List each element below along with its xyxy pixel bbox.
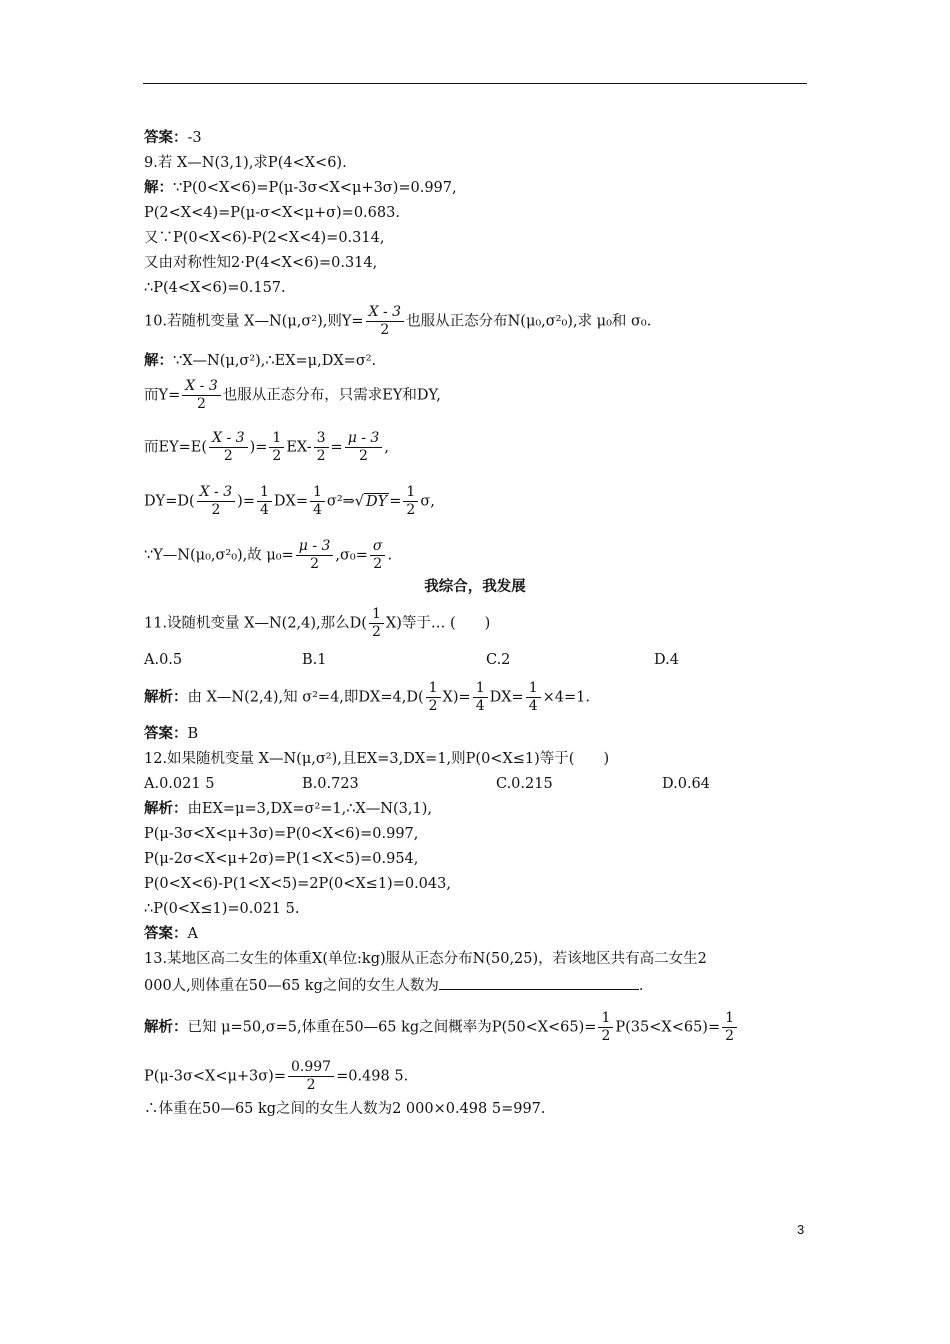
text: 也服从正态分布，只需求EY和DY, <box>222 387 441 404</box>
text: σ²⇒ <box>326 493 355 510</box>
text: 由 X—N(2,4),知 σ²=4,即DX=4,D( <box>187 689 424 706</box>
fraction <box>182 378 221 413</box>
text: = <box>330 439 343 456</box>
q10-stem-b: 也服从正态分布N(μ₀,σ²₀),求 μ₀和 σ₀. <box>406 313 652 330</box>
text: ∵Y—N(μ₀,σ²₀),故 μ₀= <box>144 547 294 564</box>
denominator: 2 <box>371 624 381 640</box>
q12-option-b: B.0.723 <box>302 776 359 792</box>
text: P(μ-3σ<X<μ+3σ)= <box>144 1068 286 1085</box>
q10-solution-line-4 <box>144 484 435 519</box>
q9-solution-line-2: P(2<X<4)=P(μ-σ<X<μ+σ)=0.683. <box>144 205 400 221</box>
denominator: 2 <box>306 1077 316 1093</box>
denominator: 4 <box>475 698 485 714</box>
text: ×4=1. <box>542 689 590 706</box>
text: 11.设随机变量 X—N(2,4),那么D( <box>144 615 367 632</box>
text: . <box>387 547 393 564</box>
text: σ, <box>420 493 435 510</box>
answer-value: B <box>187 726 199 742</box>
text: EX- <box>286 439 312 456</box>
text: =0.498 5. <box>336 1068 409 1085</box>
q11-option-b: B.1 <box>302 652 327 668</box>
denominator: 2 <box>406 502 416 518</box>
q11-option-a: A.0.5 <box>144 652 183 668</box>
fraction <box>598 1010 613 1045</box>
q10-stem-a: 10.若随机变量 X—N(μ,σ²),则Y= <box>144 313 364 330</box>
q10-l1: ∵X—N(μ,σ²),∴EX=μ,DX=σ². <box>173 353 377 369</box>
text: . <box>638 978 644 994</box>
text: 而Y= <box>144 387 181 404</box>
q13-solution-line-2 <box>144 1059 408 1094</box>
denominator: 2 <box>316 448 326 464</box>
q12-option-a: A.0.021 5 <box>144 776 215 792</box>
q12-stem: 12.如果随机变量 X—N(μ,σ²),且EX=3,DX=1,则P(0<X≤1)等于( ) <box>144 751 610 767</box>
q10-solution-line-3 <box>144 430 389 465</box>
q11-option-c: C.2 <box>486 652 511 668</box>
numerator: X - 3 <box>197 484 236 502</box>
sqrt-symbol: √ <box>354 493 365 510</box>
q12-solution-line-4: P(0<X<6)-P(1<X<5)=2P(0<X≤1)=0.043, <box>144 876 451 892</box>
fraction <box>269 430 284 465</box>
q13-solution-line-3: ∴体重在50—65 kg之间的女生人数为2 000×0.498 5=997. <box>144 1101 546 1117</box>
numerator: 1 <box>426 680 441 698</box>
q12-solution-line-3: P(μ-2σ<X<μ+2σ)=P(1<X<5)=0.954, <box>144 851 419 867</box>
denominator: 2 <box>197 396 206 412</box>
q12-option-c: C.0.215 <box>496 776 553 792</box>
text: DX= <box>273 493 308 510</box>
q13-solution-line-1 <box>144 1010 739 1045</box>
q9-solution-line-5: ∴P(4<X<6)=0.157. <box>144 280 286 296</box>
denominator: 2 <box>359 448 368 464</box>
numerator: 1 <box>598 1010 613 1028</box>
denominator: 2 <box>428 698 438 714</box>
solution-label: 解析： <box>144 800 188 817</box>
answer-value: A <box>187 926 198 942</box>
solution-label: 解析： <box>144 1018 188 1036</box>
fraction <box>257 484 272 519</box>
numerator: 1 <box>310 484 325 502</box>
solution-label: 解： <box>144 352 173 369</box>
denominator: 2 <box>725 1028 735 1044</box>
q12-solution-line-5: ∴P(0<X≤1)=0.021 5. <box>144 901 300 917</box>
numerator: 1 <box>526 680 541 698</box>
q12-solution-line-1 <box>144 800 432 818</box>
denominator: 2 <box>211 502 221 518</box>
answer-label: 答案： <box>144 129 188 146</box>
answer-label: 答案： <box>144 925 188 942</box>
q11-option-d: D.4 <box>654 652 679 668</box>
numerator: μ - 3 <box>296 538 334 556</box>
answer-8 <box>144 129 202 147</box>
q10-solution-line-2 <box>144 378 441 413</box>
q11-stem <box>144 606 490 641</box>
fraction <box>426 680 441 715</box>
text: DX= <box>489 689 524 706</box>
text: )= <box>249 439 268 456</box>
numerator: X - 3 <box>209 430 248 448</box>
solution-label: 解析： <box>144 688 188 706</box>
fraction <box>473 680 488 715</box>
section-title: 我综合，我发展 <box>424 578 526 595</box>
fraction <box>403 484 418 519</box>
denominator: 2 <box>310 556 320 572</box>
fraction <box>310 484 325 519</box>
fraction <box>197 484 236 519</box>
text: 已知 μ=50,σ=5,体重在50—65 kg之间概率为P(50<X<65)= <box>187 1019 597 1036</box>
text: 由EX=μ=3,DX=σ²=1,∴X—N(3,1), <box>187 801 432 817</box>
q11-solution <box>144 680 590 715</box>
numerator: 1 <box>473 680 488 698</box>
text: P(35<X<65)= <box>615 1019 721 1036</box>
denominator: 2 <box>380 322 390 338</box>
q10-solution-line-1 <box>144 352 376 370</box>
numerator: 1 <box>369 606 384 624</box>
text: , <box>384 439 389 456</box>
q9-stem: 9.若 X—N(3,1),求P(4<X<6). <box>144 155 347 171</box>
numerator: 1 <box>257 484 272 502</box>
text: DY=D( <box>144 493 195 510</box>
denominator: 4 <box>313 502 322 518</box>
text: = <box>389 493 402 510</box>
q11-answer <box>144 725 198 743</box>
numerator: 1 <box>403 484 418 502</box>
fraction <box>370 538 386 573</box>
fraction <box>288 1059 334 1094</box>
text: ,σ₀= <box>335 547 368 564</box>
text: 而EY=E( <box>144 439 208 456</box>
answer-value: -3 <box>187 130 202 146</box>
numerator: σ <box>370 538 386 556</box>
solution-label: 解： <box>144 179 173 196</box>
denominator: 2 <box>272 448 282 464</box>
fraction <box>345 430 383 465</box>
text: X)等于… ( ) <box>385 615 491 632</box>
q10-solution-line-5 <box>144 538 392 573</box>
denominator: 4 <box>259 502 269 518</box>
numerator: X - 3 <box>182 378 221 396</box>
denominator: 2 <box>223 448 233 464</box>
q12-solution-line-2: P(μ-3σ<X<μ+3σ)=P(0<X<6)=0.997, <box>144 826 419 842</box>
q13-stem-line-1: 13.某地区高二女生的体重X(单位:kg)服从正态分布N(50,25)，若该地区共有高二女生2 <box>144 951 707 967</box>
numerator: 0.997 <box>288 1059 334 1077</box>
fraction <box>722 1010 737 1045</box>
fraction <box>366 304 405 339</box>
q12-option-d: D.0.64 <box>662 776 711 792</box>
fraction <box>209 430 248 465</box>
q9-solution-line-3: 又∵P(0<X<6)-P(2<X<4)=0.314, <box>144 230 385 246</box>
answer-label: 答案： <box>144 725 188 742</box>
text: X)= <box>442 689 471 706</box>
denominator: 2 <box>601 1028 611 1044</box>
q9-l1: ∵P(0<X<6)=P(μ-3σ<X<μ+3σ)=0.997, <box>173 180 457 196</box>
text: 000人,则体重在50—65 kg之间的女生人数为 <box>144 978 439 994</box>
fraction <box>296 538 334 573</box>
denominator: 4 <box>528 698 538 714</box>
answer-blank <box>439 975 639 990</box>
header-rule <box>143 83 807 84</box>
page-number: 3 <box>797 1222 805 1237</box>
fraction <box>369 606 384 641</box>
numerator: μ - 3 <box>345 430 383 448</box>
q9-solution-line-1 <box>144 179 457 197</box>
numerator: 1 <box>269 430 284 448</box>
q9-solution-line-4: 又由对称性知2·P(4<X<6)=0.314, <box>144 255 378 271</box>
denominator: 2 <box>373 556 383 572</box>
numerator: X - 3 <box>366 304 405 322</box>
q10-stem <box>144 304 651 339</box>
q13-stem-line-2 <box>144 975 643 995</box>
sqrt-content: DY <box>366 493 388 510</box>
fraction <box>314 430 329 465</box>
numerator: 1 <box>722 1010 737 1028</box>
text: )= <box>237 493 255 510</box>
fraction <box>526 680 541 715</box>
numerator: 3 <box>314 430 329 448</box>
q12-answer <box>144 925 198 943</box>
